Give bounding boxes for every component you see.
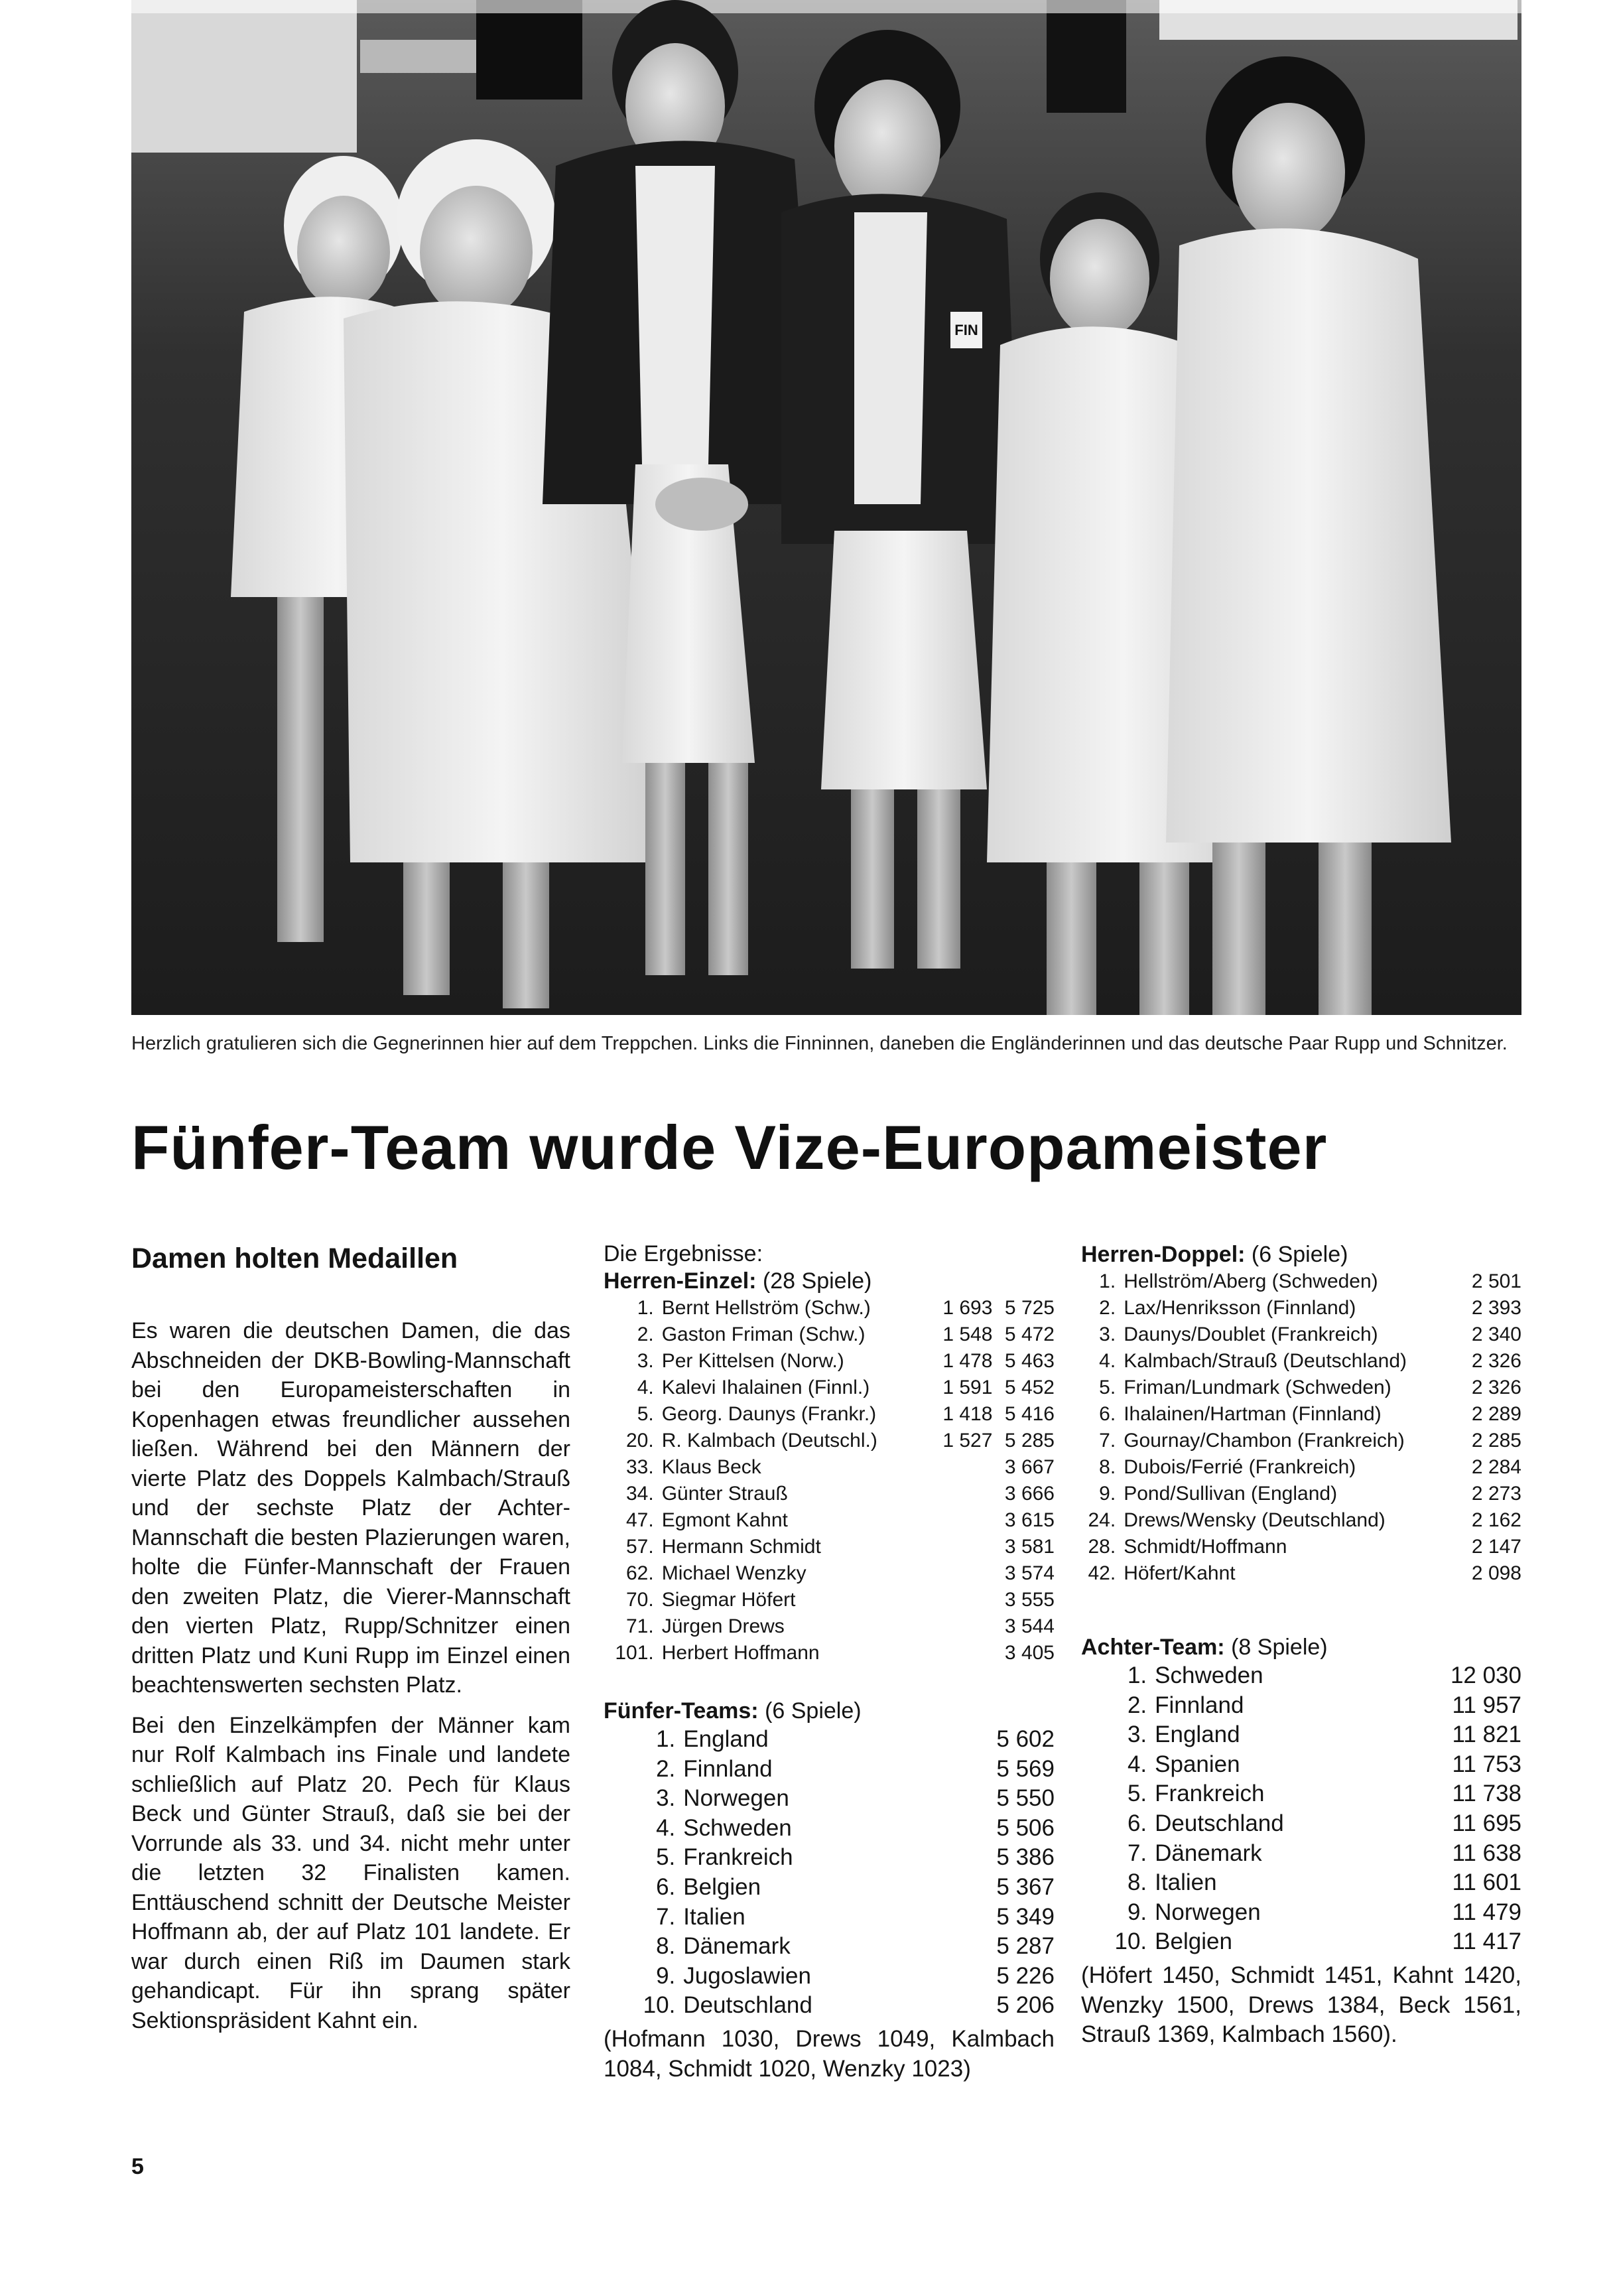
cell-rank: 70. (626, 1589, 654, 1611)
cell-score: 11 738 (1452, 1781, 1521, 1807)
cell-rank: 34. (626, 1483, 654, 1505)
cell-rank: 6. (1099, 1403, 1116, 1425)
table-row (604, 1321, 1055, 1348)
cell-rank: 3. (637, 1350, 654, 1372)
achter-team-table (1081, 1661, 1521, 1957)
table-row (1081, 1268, 1521, 1295)
cell-score: 2 393 (1471, 1297, 1521, 1319)
cell-rank: 5. (1099, 1377, 1116, 1398)
table-row (604, 1814, 1055, 1844)
cell-score: 2 162 (1471, 1509, 1521, 1531)
cell-name: Belgien (683, 1873, 761, 1900)
cell-rank: 57. (626, 1536, 654, 1558)
table-row (604, 1481, 1055, 1507)
fin-badge: FIN (954, 322, 978, 338)
cell-name: Schweden (683, 1814, 792, 1841)
herren-einzel-title: Herren-Einzel: (604, 1268, 757, 1294)
cell-name: Deutschland (683, 1992, 812, 2019)
fuenfer-teams-title: Fünfer-Teams: (604, 1698, 759, 1723)
cell-total: 5 463 (1004, 1350, 1055, 1372)
cell-rank: 5. (1127, 1781, 1147, 1807)
fuenfer-teams-heading (604, 1697, 1055, 1725)
table-row (604, 1507, 1055, 1534)
cell-name: Hermann Schmidt (661, 1536, 821, 1558)
table-row (1081, 1779, 1521, 1809)
cell-score: 5 386 (996, 1844, 1055, 1871)
fuenfer-teams-note: (Hofmann 1030, Drews 1049, Kalmbach 1084, Schmidt 1020, Wenzky 1023) (604, 2025, 1055, 2082)
cell-rank: 5. (656, 1844, 676, 1871)
cell-rank: 8. (656, 1933, 676, 1960)
cell-name: Italien (1155, 1869, 1217, 1896)
cell-name: Dänemark (1155, 1840, 1262, 1866)
results-column-right (1081, 1241, 1521, 2050)
cell-name: Deutschland (1155, 1810, 1284, 1836)
cell-total: 5 416 (1004, 1403, 1055, 1425)
cell-score: 2 326 (1471, 1377, 1521, 1398)
cell-score: 2 285 (1471, 1430, 1521, 1452)
cell-total: 3 574 (1004, 1562, 1055, 1584)
fuenfer-teams-table (604, 1725, 1055, 2021)
team-photo (131, 0, 1521, 1015)
cell-name: Egmont Kahnt (661, 1509, 788, 1531)
fuenfer-teams-subtitle: (6 Spiele) (765, 1698, 862, 1723)
cell-total: 3 667 (1004, 1456, 1055, 1478)
cell-rank: 1. (637, 1297, 654, 1319)
cell-final (931, 1560, 993, 1587)
table-row (1081, 1691, 1521, 1721)
cell-name: Hellström/Aberg (Schweden) (1124, 1270, 1378, 1292)
cell-final: 1 478 (942, 1350, 993, 1372)
cell-name: England (1155, 1722, 1240, 1748)
page-number: 5 (131, 2154, 144, 2179)
table-row (604, 1613, 1055, 1640)
cell-rank: 9. (1099, 1483, 1116, 1505)
table-row (1081, 1401, 1521, 1428)
cell-score: 11 957 (1452, 1692, 1521, 1718)
table-row (604, 1401, 1055, 1428)
cell-rank: 24. (1088, 1509, 1116, 1531)
article-subheadline: Damen holten Medaillen (131, 1243, 458, 1274)
cell-rank: 9. (656, 1962, 676, 1989)
table-row (1081, 1454, 1521, 1481)
cell-rank: 4. (637, 1377, 654, 1398)
table-row (1081, 1868, 1521, 1898)
cell-rank: 8. (1127, 1869, 1147, 1896)
cell-name: Belgien (1155, 1928, 1232, 1955)
cell-score: 12 030 (1450, 1662, 1521, 1688)
cell-final (931, 1507, 993, 1534)
cell-total: 3 666 (1004, 1483, 1055, 1505)
cell-score: 2 273 (1471, 1483, 1521, 1505)
table-row (604, 1873, 1055, 1903)
cell-total: 3 615 (1004, 1509, 1055, 1531)
cell-name: Frankreich (683, 1844, 793, 1871)
cell-name: Klaus Beck (661, 1456, 761, 1478)
table-row (1081, 1481, 1521, 1507)
table-row (604, 1454, 1055, 1481)
cell-name: Finnland (683, 1755, 773, 1782)
cell-rank: 3. (1127, 1722, 1147, 1748)
cell-name: England (683, 1726, 769, 1752)
cell-score: 5 550 (996, 1785, 1055, 1812)
cell-total: 5 472 (1004, 1323, 1055, 1345)
cell-rank: 6. (1127, 1810, 1147, 1836)
cell-name: Friman/Lundmark (Schweden) (1124, 1377, 1391, 1398)
cell-rank: 2. (637, 1323, 654, 1345)
results-intro: Die Ergebnisse: (604, 1241, 763, 1266)
cell-name: Norwegen (683, 1785, 789, 1812)
cell-name: Spanien (1155, 1751, 1240, 1777)
cell-name: Per Kittelsen (Norw.) (661, 1350, 844, 1372)
herren-doppel-table (1081, 1268, 1521, 1587)
cell-name: Italien (683, 1903, 745, 1930)
cell-score: 2 098 (1471, 1562, 1521, 1584)
cell-name: Höfert/Kahnt (1124, 1562, 1236, 1584)
cell-rank: 5. (637, 1403, 654, 1425)
cell-score: 2 147 (1471, 1536, 1521, 1558)
cell-rank: 28. (1088, 1536, 1116, 1558)
cell-rank: 47. (626, 1509, 654, 1531)
table-row (1081, 1560, 1521, 1587)
cell-score: 11 417 (1452, 1928, 1521, 1955)
cell-name: Günter Strauß (661, 1483, 788, 1505)
cell-rank: 20. (626, 1430, 654, 1452)
photo-illustration (131, 0, 1521, 1015)
cell-final: 1 527 (942, 1430, 993, 1452)
cell-rank: 4. (1127, 1751, 1147, 1777)
table-row (604, 1725, 1055, 1755)
cell-score: 5 602 (996, 1726, 1055, 1752)
cell-name: Jugoslawien (683, 1962, 811, 1989)
cell-name: Jürgen Drews (661, 1615, 785, 1637)
table-row (1081, 1898, 1521, 1928)
cell-rank: 4. (656, 1814, 676, 1841)
cell-rank: 7. (656, 1903, 676, 1930)
cell-name: Siegmar Höfert (661, 1589, 796, 1611)
cell-name: Drews/Wensky (Deutschland) (1124, 1509, 1386, 1531)
cell-final: 1 591 (942, 1377, 993, 1398)
cell-score: 11 753 (1452, 1751, 1521, 1777)
photo-caption: Herzlich gratulieren sich die Gegnerinnen hier auf dem Treppchen. Links die Finninnen, daneben die Engländerinnen und das deutsche Paar Rupp und Schnitzer. (131, 1033, 1508, 1054)
herren-einzel-heading (604, 1267, 1055, 1295)
cell-final (931, 1534, 993, 1560)
cell-rank: 4. (1099, 1350, 1116, 1372)
article-paragraph-2: Bei den Einzelkämpfen der Männer kam nur Rolf Kalmbach ins Finale und landete schließlich auf Platz 20. Pech für Klaus Beck und Günter Strauß, daß sie bei der Vorrunde als 33. und 34. nicht mehr unter die letzten 32 Finalisten kamen. Enttäuschend schnitt der Deutsche Meister Hoffmann ab, der auf Platz 101 landete. Er war durch einen Riß im Daumen stark gehandicapt. Für ihn sprang später Sektionspräsident Kahnt ein. (131, 1712, 570, 2033)
cell-final (931, 1481, 993, 1507)
table-row (1081, 1809, 1521, 1839)
cell-final: 1 693 (942, 1297, 993, 1319)
results-column-left (604, 1241, 1055, 2084)
cell-name: Herbert Hoffmann (661, 1642, 820, 1664)
herren-doppel-title: Herren-Doppel: (1081, 1242, 1246, 1267)
cell-rank: 71. (626, 1615, 654, 1637)
cell-rank: 7. (1099, 1430, 1116, 1452)
cell-final (931, 1640, 993, 1666)
cell-final: 1 418 (942, 1403, 993, 1425)
table-row (604, 1295, 1055, 1321)
cell-name: Kalmbach/Strauß (Deutschland) (1124, 1350, 1407, 1372)
cell-rank: 1. (1099, 1270, 1116, 1292)
cell-name: Bernt Hellström (Schw.) (661, 1297, 871, 1319)
cell-name: Gaston Friman (Schw.) (661, 1323, 866, 1345)
cell-name: R. Kalmbach (Deutschl.) (661, 1430, 877, 1452)
cell-rank: 2. (1127, 1692, 1147, 1718)
achter-team-note: (Höfert 1450, Schmidt 1451, Kahnt 1420, Wenzky 1500, Drews 1384, Beck 1561, Strauß 1369, Kalmbach 1560). (1081, 1962, 1521, 2048)
cell-total: 5 452 (1004, 1377, 1055, 1398)
cell-score: 11 601 (1452, 1869, 1521, 1896)
table-row (1081, 1839, 1521, 1869)
cell-rank: 1. (656, 1726, 676, 1752)
cell-name: Pond/Sullivan (England) (1124, 1483, 1338, 1505)
cell-name: Frankreich (1155, 1781, 1265, 1807)
cell-score: 11 638 (1452, 1840, 1521, 1866)
herren-doppel-subtitle: (6 Spiele) (1251, 1242, 1348, 1267)
cell-score: 5 349 (996, 1903, 1055, 1930)
herren-einzel-subtitle: (28 Spiele) (762, 1268, 872, 1294)
cell-final: 1 548 (942, 1323, 993, 1345)
cell-score: 2 326 (1471, 1350, 1521, 1372)
cell-name: Schweden (1155, 1662, 1263, 1688)
table-row (1081, 1750, 1521, 1780)
cell-rank: 33. (626, 1456, 654, 1478)
table-row (1081, 1507, 1521, 1534)
cell-total: 3 581 (1004, 1536, 1055, 1558)
cell-name: Kalevi Ihalainen (Finnl.) (661, 1377, 870, 1398)
cell-name: Dänemark (683, 1933, 791, 1960)
herren-einzel-table (604, 1295, 1055, 1666)
table-row (1081, 1534, 1521, 1560)
cell-name: Ihalainen/Hartman (Finnland) (1124, 1403, 1382, 1425)
cell-rank: 2. (1099, 1297, 1116, 1319)
cell-rank: 10. (643, 1992, 676, 2019)
table-row (604, 1428, 1055, 1454)
cell-total: 3 405 (1004, 1642, 1055, 1664)
cell-total: 3 544 (1004, 1615, 1055, 1637)
cell-name: Gournay/Chambon (Frankreich) (1124, 1430, 1405, 1452)
table-row (1081, 1720, 1521, 1750)
table-row (604, 1903, 1055, 1932)
cell-rank: 7. (1127, 1840, 1147, 1866)
article-headline: Fünfer-Team wurde Vize-Europameister (131, 1113, 1328, 1182)
cell-total: 5 725 (1004, 1297, 1055, 1319)
cell-score: 2 289 (1471, 1403, 1521, 1425)
cell-score: 5 287 (996, 1933, 1055, 1960)
cell-rank: 10. (1114, 1928, 1147, 1955)
table-row (604, 1348, 1055, 1375)
cell-score: 5 506 (996, 1814, 1055, 1841)
table-row (604, 1962, 1055, 1992)
cell-score: 11 479 (1452, 1899, 1521, 1925)
table-row (604, 1640, 1055, 1666)
cell-total: 3 555 (1004, 1589, 1055, 1611)
cell-name: Norwegen (1155, 1899, 1261, 1925)
table-row (604, 1560, 1055, 1587)
article-column (131, 1241, 570, 2046)
cell-name: Dubois/Ferrié (Frankreich) (1124, 1456, 1356, 1478)
table-row (1081, 1661, 1521, 1691)
table-row (604, 1587, 1055, 1613)
cell-final (931, 1587, 993, 1613)
cell-score: 11 821 (1452, 1722, 1521, 1748)
cell-score: 5 226 (996, 1962, 1055, 1989)
cell-name: Michael Wenzky (661, 1562, 806, 1584)
cell-total: 5 285 (1004, 1430, 1055, 1452)
table-row (604, 1534, 1055, 1560)
table-row (1081, 1348, 1521, 1375)
cell-score: 2 501 (1471, 1270, 1521, 1292)
achter-team-title: Achter-Team: (1081, 1635, 1225, 1660)
cell-score: 11 695 (1452, 1810, 1521, 1836)
table-row (1081, 1375, 1521, 1401)
cell-rank: 9. (1127, 1899, 1147, 1925)
cell-name: Daunys/Doublet (Frankreich) (1124, 1323, 1378, 1345)
cell-name: Lax/Henriksson (Finnland) (1124, 1297, 1356, 1319)
cell-score: 5 569 (996, 1755, 1055, 1782)
table-row (604, 1843, 1055, 1873)
cell-rank: 6. (656, 1873, 676, 1900)
cell-rank: 8. (1099, 1456, 1116, 1478)
cell-score: 5 206 (996, 1992, 1055, 2019)
table-row (604, 1932, 1055, 1962)
table-row (604, 1755, 1055, 1785)
table-row (604, 1991, 1055, 2021)
cell-name: Finnland (1155, 1692, 1244, 1718)
cell-rank: 2. (656, 1755, 676, 1782)
cell-name: Georg. Daunys (Frankr.) (661, 1403, 877, 1425)
cell-rank: 42. (1088, 1562, 1116, 1584)
table-row (1081, 1295, 1521, 1321)
cell-rank: 101. (615, 1642, 654, 1664)
cell-final (931, 1613, 993, 1640)
cell-rank: 62. (626, 1562, 654, 1584)
cell-final (931, 1454, 993, 1481)
cell-score: 5 367 (996, 1873, 1055, 1900)
achter-team-subtitle: (8 Spiele) (1231, 1635, 1328, 1660)
table-row (1081, 1428, 1521, 1454)
cell-score: 2 340 (1471, 1323, 1521, 1345)
table-row (604, 1375, 1055, 1401)
article-paragraph-1: Es waren die deutschen Damen, die das Abschneiden der DKB-Bowling-Mannschaft bei den Europameisterschaften in Kopenhagen etwas freundlicher aussehen ließen. Während bei den Männern der vierte Platz des Doppels Kalmbach/Strauß und der sechste Platz der Achter-Mannschaft die besten Plazierungen waren, holte die Fünfer-Mannschaft der Frauen den zweiten Platz, die Vierer-Mannschaft den vierten Platz, Rupp/Schnitzer einen dritten Platz und Kuni Rupp im Einzel einen beachtenswerten sechsten Platz. (131, 1318, 570, 1698)
table-row (1081, 1927, 1521, 1957)
table-row (604, 1784, 1055, 1814)
cell-score: 2 284 (1471, 1456, 1521, 1478)
table-row (1081, 1321, 1521, 1348)
cell-rank: 3. (1099, 1323, 1116, 1345)
herren-doppel-heading (1081, 1241, 1521, 1268)
cell-rank: 3. (656, 1785, 676, 1812)
cell-rank: 1. (1127, 1662, 1147, 1688)
cell-name: Schmidt/Hoffmann (1124, 1536, 1287, 1558)
achter-team-heading (1081, 1633, 1521, 1661)
